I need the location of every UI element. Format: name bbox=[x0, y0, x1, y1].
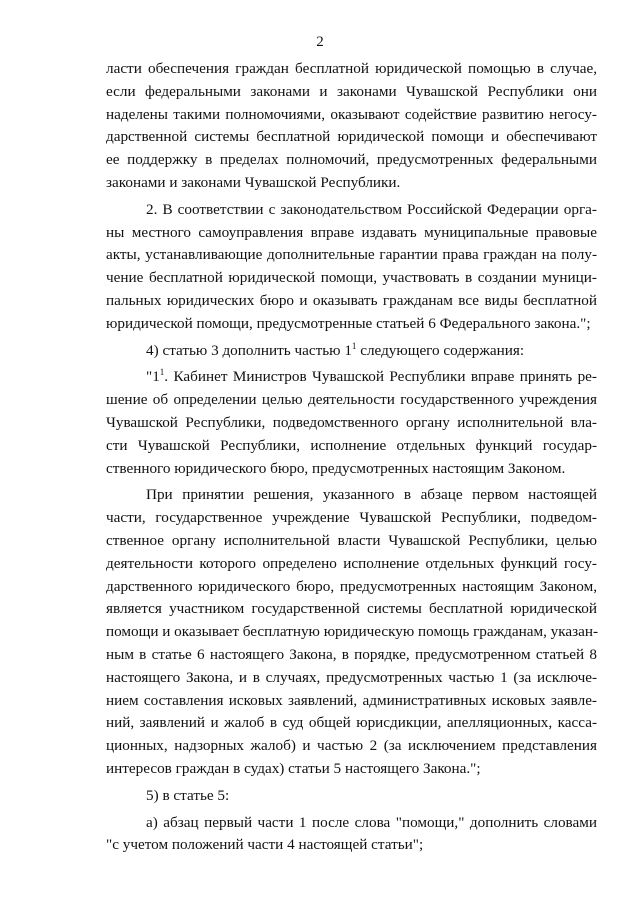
text-line: "с учетом положений части 4 настоящей статьи"; bbox=[106, 836, 424, 854]
text-line: законами и законами Чувашской Республики. bbox=[106, 173, 401, 191]
text-line: пальных юридических бюро и оказывать гражданам все виды бесплатной bbox=[106, 291, 597, 309]
superscript: 1 bbox=[159, 367, 165, 378]
text-fragment: "1 bbox=[146, 368, 160, 386]
text-line: ционных, надзорных жалоб) и частью 2 (за исключением представления bbox=[106, 737, 597, 755]
text-fragment: следующего содержания: bbox=[356, 341, 525, 359]
text-line: 5) в статье 5: bbox=[146, 786, 230, 804]
text-line: настоящего Закона, и в случаях, предусмотренных частью 1 (за исключе- bbox=[106, 668, 597, 686]
text-line: 2. В соответствии с законодательством Российской Федерации орга- bbox=[146, 200, 597, 218]
paragraph-7 bbox=[106, 812, 597, 858]
text-line: шение об определении целью деятельности государственного учреждения bbox=[106, 391, 597, 409]
text-fragment: . Кабинет Министров Чувашской Республики вправе принять ре- bbox=[164, 368, 597, 386]
text-line: ее поддержку в пределах полномочий, предусмотренных федеральными bbox=[106, 151, 597, 169]
paragraph-4 bbox=[106, 366, 597, 480]
text-line: а) абзац первый части 1 после слова "помощи," дополнить словами bbox=[146, 813, 597, 831]
paragraph-2 bbox=[106, 199, 597, 336]
paragraph-5 bbox=[106, 484, 597, 780]
paragraph-3 bbox=[106, 340, 597, 363]
document-body bbox=[106, 58, 597, 857]
text-line: юридической помощи, предусмотренные статьей 6 Федерального закона."; bbox=[106, 314, 591, 332]
text-line: сти Чувашской Республики, исполнение отдельных функций государ- bbox=[106, 436, 597, 454]
text-line: акты, устанавливающие дополнительные гарантии права граждан на полу- bbox=[106, 246, 597, 264]
text-line: ственное органу исполнительной власти Чувашской Республики, целью bbox=[106, 531, 597, 549]
text-line bbox=[106, 366, 597, 389]
text-line bbox=[106, 340, 597, 363]
text-line: ласти обеспечения граждан бесплатной юридической помощью в случае, bbox=[106, 60, 597, 77]
superscript: 1 bbox=[351, 340, 357, 351]
paragraph-6 bbox=[106, 785, 597, 808]
text-line: нием составления исковых заявлений, административных исковых заявле- bbox=[106, 691, 597, 709]
text-line: ны местного самоуправления вправе издавать муниципальные правовые bbox=[106, 223, 597, 241]
text-line: части, государственное учреждение Чувашской Республики, подведом- bbox=[106, 509, 597, 527]
text-line: является участником государственной системы бесплатной юридической bbox=[106, 600, 597, 618]
text-line: интересов граждан в судах) статьи 5 настоящего Закона."; bbox=[106, 759, 481, 777]
text-line: При принятии решения, указанного в абзаце первом настоящей bbox=[146, 486, 597, 504]
text-fragment: 4) статью 3 дополнить частью 1 bbox=[146, 341, 352, 359]
page-number: 2 bbox=[316, 34, 324, 50]
text-line: ственного юридического бюро, предусмотренных настоящим Законом. bbox=[106, 459, 566, 477]
text-line: наделены такими полномочиями, оказывают содействие развитию негосу- bbox=[106, 105, 597, 123]
text-line: чение бесплатной юридической помощи, участвовать в создании муници- bbox=[106, 269, 597, 287]
text-line: дарственной системы бесплатной юридической помощи и обеспечивают bbox=[106, 128, 597, 146]
text-line: деятельности которого определено исполнение отдельных функций госу- bbox=[106, 554, 597, 572]
text-line: дарственного юридического бюро, предусмотренных настоящим Законом, bbox=[106, 577, 597, 595]
text-line: Чувашской Республики, подведомственного органу исполнительной вла- bbox=[106, 413, 597, 431]
text-line: если федеральными законами и законами Чувашской Республики они bbox=[106, 82, 597, 100]
paragraph-1 bbox=[106, 58, 597, 195]
text-line: ным в статье 6 настоящего Закона, в порядке, предусмотренном статьей 8 bbox=[106, 645, 597, 663]
text-line: ний, заявлений и жалоб в суд общей юрисдикции, апелляционных, касса- bbox=[106, 714, 597, 732]
text-line: помощи и оказывает бесплатную юридическую помощь гражданам, указан- bbox=[106, 623, 599, 641]
